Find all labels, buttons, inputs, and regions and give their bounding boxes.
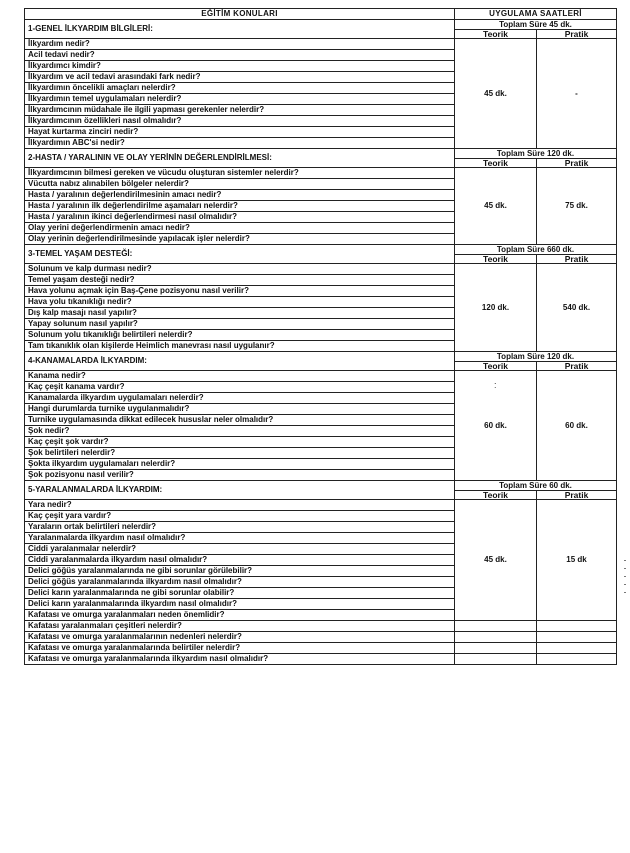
topic-item (25, 39, 455, 50)
section-total: Toplam Süre 120 dk. (455, 352, 617, 362)
topic-text: Şokta ilkyardım uygulamaları nelerdir? (28, 459, 176, 468)
topic-text: İlkyardımcı kimdir? (28, 61, 101, 70)
scan-mark: : (494, 380, 497, 390)
topic-item (25, 50, 455, 61)
topic-text: Olay yerinin değerlendirilmesinde yapılacak işler nelerdir? (28, 234, 250, 243)
topic-item (25, 566, 455, 577)
topic-item (25, 223, 455, 234)
pratik-label: Pratik (537, 30, 617, 39)
teorik-label: Teorik (455, 159, 537, 168)
topic-item (25, 511, 455, 522)
table-row (25, 500, 617, 511)
pratik-label: Pratik (537, 491, 617, 500)
topic-item (25, 297, 455, 308)
teorik-value: 45 dk. (455, 500, 537, 621)
topic-text: Şok nedir? (28, 426, 70, 435)
topic-item (25, 437, 455, 448)
table-body (25, 9, 617, 665)
table-row (25, 654, 617, 665)
topic-text: Yapay solunum nasıl yapılır? (28, 319, 138, 328)
topic-text: Kafatası ve omurga yaralanmalarının nedenleri nelerdir? (28, 632, 242, 641)
section-title: 1-GENEL İLKYARDIM BİLGİLERİ: (25, 20, 455, 39)
topic-text: Delici karın yaralanmalarında ne gibi sorunlar olabilir? (28, 588, 235, 597)
section-title-row (25, 149, 617, 159)
topic-item (25, 264, 455, 275)
topic-item (25, 201, 455, 212)
topic-item (25, 212, 455, 223)
topic-item (25, 94, 455, 105)
topic-text: Yara nedir? (28, 500, 72, 509)
section-title: 4-KANAMALARDA İLKYARDIM: (25, 352, 455, 371)
empty-cell (537, 643, 617, 654)
section-total: Toplam Süre 45 dk. (455, 20, 617, 30)
topic-text: Olay yerini değerlendirmenin amacı nedir? (28, 223, 190, 232)
section-total: Toplam Süre 120 dk. (455, 149, 617, 159)
section-title: 5-YARALANMALARDA İLKYARDIM: (25, 481, 455, 500)
topic-text: Vücutta nabız alınabilen bölgeler nelerdir? (28, 179, 189, 188)
topic-text: Yaralanmalarda ilkyardım nasıl olmalıdır? (28, 533, 186, 542)
topic-text: Hangi durumlarda turnike uygulanmalıdır? (28, 404, 190, 413)
pratik-value: - (537, 39, 617, 149)
topic-item (25, 632, 455, 643)
topic-text: İlkyardım nedir? (28, 39, 90, 48)
topic-item (25, 555, 455, 566)
topic-text: Hasta / yaralının ikinci değerlendirmesi nasıl olmalıdır? (28, 212, 237, 221)
empty-cell (455, 621, 537, 632)
topic-item (25, 179, 455, 190)
topic-item (25, 577, 455, 588)
teorik-value: 45 dk. (455, 39, 537, 149)
topic-item (25, 415, 455, 426)
topic-text: Şok pozisyonu nasıl verilir? (28, 470, 134, 479)
topic-item (25, 83, 455, 94)
pratik-value: 540 dk. (537, 264, 617, 352)
section-title-row (25, 20, 617, 30)
topic-text: Solunum ve kalp durması nedir? (28, 264, 152, 273)
curriculum-document (24, 8, 617, 665)
table-row (25, 39, 617, 50)
topic-item (25, 127, 455, 138)
topic-item (25, 308, 455, 319)
topic-item (25, 459, 455, 470)
topic-item (25, 234, 455, 245)
topic-text: Ciddi yaralanmalarda ilkyardım nasıl olmalıdır? (28, 555, 208, 564)
topic-item (25, 138, 455, 149)
scan-edge-marks (624, 560, 627, 600)
topic-text: Kafatası ve omurga yaralanmalarında belirtiler nelerdir? (28, 643, 241, 652)
topic-text: Tam tıkanıklık olan kişilerde Heimlich manevrası nasıl uygulanır? (28, 341, 275, 350)
topic-text: Kaç çeşit yara vardır? (28, 511, 112, 520)
section-title-row (25, 245, 617, 255)
topic-text: Kafatası yaralanmaları çeşitleri nelerdir? (28, 621, 182, 630)
table-row (25, 371, 617, 382)
topic-item (25, 500, 455, 511)
topic-text: Delici göğüs yaralanmalarında ne gibi sorunlar görülebilir? (28, 566, 253, 575)
section-total: Toplam Süre 60 dk. (455, 481, 617, 491)
topic-text: Delici göğüs yaralanmalarında ilkyardım nasıl olmalıdır? (28, 577, 242, 586)
table-row (25, 264, 617, 275)
pratik-value: 75 dk. (537, 168, 617, 245)
topic-text: Kaç çeşit şok vardır? (28, 437, 109, 446)
teorik-value: 45 dk. (455, 168, 537, 245)
section-title: 3-TEMEL YAŞAM DESTEĞİ: (25, 245, 455, 264)
topic-item (25, 341, 455, 352)
empty-cell (537, 632, 617, 643)
teorik-value: 60 dk. (455, 371, 537, 481)
section-title-row (25, 481, 617, 491)
header-topics: EĞİTİM KONULARI (25, 9, 455, 20)
empty-cell (455, 654, 537, 665)
topic-text: Kafatası ve omurga yaralanmaları neden önemlidir? (28, 610, 225, 619)
topic-text: Hava yolunu açmak için Baş-Çene pozisyonu nasıl verilir? (28, 286, 249, 295)
topic-text: Dış kalp masajı nasıl yapılır? (28, 308, 137, 317)
topic-item (25, 588, 455, 599)
pratik-value: 60 dk. (537, 371, 617, 481)
teorik-label: Teorik (455, 255, 537, 264)
pratik-label: Pratik (537, 255, 617, 264)
topic-text: Kaç çeşit kanama vardır? (28, 382, 125, 391)
topic-item (25, 448, 455, 459)
topic-text: Ciddi yaralanmalar nelerdir? (28, 544, 137, 553)
pratik-label: Pratik (537, 159, 617, 168)
empty-cell (537, 621, 617, 632)
topic-text: İlkyardım ve acil tedavi arasındaki fark nedir? (28, 72, 201, 81)
teorik-value: 120 dk. (455, 264, 537, 352)
topic-item (25, 72, 455, 83)
empty-cell (537, 654, 617, 665)
topic-item (25, 533, 455, 544)
topic-item (25, 275, 455, 286)
topic-text: Turnike uygulamasında dikkat edilecek hususlar neler olmalıdır? (28, 415, 274, 424)
topic-text: İlkyardımın öncelikli amaçları nelerdir? (28, 83, 176, 92)
section-total: Toplam Süre 660 dk. (455, 245, 617, 255)
topic-text: Şok belirtileri nelerdir? (28, 448, 116, 457)
topic-item (25, 643, 455, 654)
empty-cell (455, 632, 537, 643)
topic-text: Solunum yolu tıkanıklığı belirtileri nelerdir? (28, 330, 193, 339)
topic-text: İlkyardımın ABC'si nedir? (28, 138, 125, 147)
topic-text: Delici karın yaralanmalarında ilkyardım nasıl olmalıdır? (28, 599, 237, 608)
topic-text: Yaraların ortak belirtileri nelerdir? (28, 522, 157, 531)
topic-item (25, 382, 455, 393)
table-row (25, 643, 617, 654)
topic-text: İlkyardımcının özellikleri nasıl olmalıdır? (28, 116, 182, 125)
topic-item (25, 168, 455, 179)
pratik-label: Pratik (537, 362, 617, 371)
topic-item (25, 470, 455, 481)
topic-item (25, 404, 455, 415)
topic-item (25, 286, 455, 297)
section-title: 2-HASTA / YARALININ VE OLAY YERİNİN DEĞERLENDİRİLMESİ: (25, 149, 455, 168)
topic-item (25, 319, 455, 330)
topic-item (25, 621, 455, 632)
table-row (25, 632, 617, 643)
table-row (25, 621, 617, 632)
teorik-label: Teorik (455, 30, 537, 39)
topic-item (25, 426, 455, 437)
topic-item (25, 654, 455, 665)
topic-text: Temel yaşam desteği nedir? (28, 275, 135, 284)
topic-item (25, 330, 455, 341)
header-hours: UYGULAMA SAATLERİ (455, 9, 617, 20)
topic-item (25, 393, 455, 404)
topic-item (25, 105, 455, 116)
topic-text: İlkyardımcının müdahale ile ilgili yapması gerekenler nelerdir? (28, 105, 265, 114)
empty-cell (455, 643, 537, 654)
curriculum-table (24, 8, 617, 665)
topic-item (25, 610, 455, 621)
teorik-label: Teorik (455, 362, 537, 371)
topic-text: Kanama nedir? (28, 371, 86, 380)
topic-text: Hayat kurtarma zinciri nedir? (28, 127, 139, 136)
table-row (25, 168, 617, 179)
topic-item (25, 544, 455, 555)
table-header-row (25, 9, 617, 20)
topic-item (25, 190, 455, 201)
topic-item (25, 61, 455, 72)
topic-text: İlkyardımcının bilmesi gereken ve vücudu oluşturan sistemler nelerdir? (28, 168, 299, 177)
topic-text: Acil tedavi nedir? (28, 50, 95, 59)
topic-text: Kafatası ve omurga yaralanmalarında ilkyardım nasıl olmalıdır? (28, 654, 269, 663)
topic-item (25, 522, 455, 533)
topic-item (25, 116, 455, 127)
topic-text: İlkyardımın temel uygulamaları nelerdir? (28, 94, 182, 103)
topic-item (25, 599, 455, 610)
topic-text: Hasta / yaralının ilk değerlendirilme aşamaları nelerdir? (28, 201, 238, 210)
teorik-label: Teorik (455, 491, 537, 500)
section-title-row (25, 352, 617, 362)
topic-text: Kanamalarda ilkyardım uygulamaları nelerdir? (28, 393, 204, 402)
pratik-value: 15 dk (537, 500, 617, 621)
topic-item (25, 371, 455, 382)
topic-text: Hasta / yaralının değerlendirilmesinin amacı nedir? (28, 190, 222, 199)
topic-text: Hava yolu tıkanıklığı nedir? (28, 297, 132, 306)
